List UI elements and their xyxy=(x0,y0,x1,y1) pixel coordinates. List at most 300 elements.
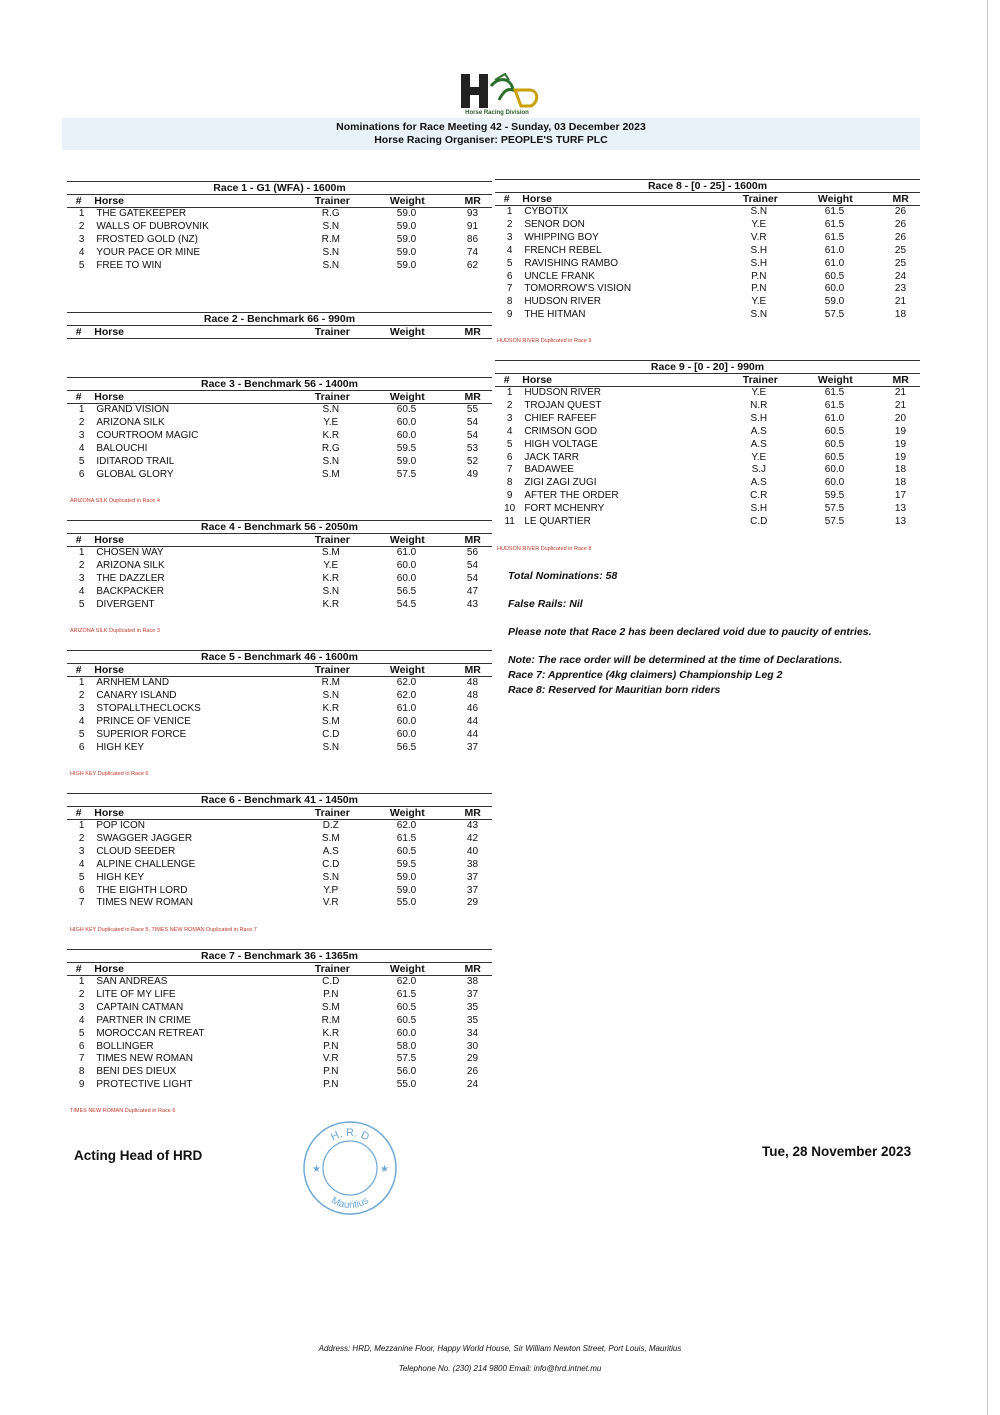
race-title: Race 7 - Benchmark 36 - 1365m xyxy=(67,949,492,963)
cell-num: 2 xyxy=(78,832,85,844)
cell-trainer: S.H xyxy=(750,244,768,256)
race-title: Race 4 - Benchmark 56 - 2050m xyxy=(67,520,492,534)
cell-mr: 38 xyxy=(466,858,479,870)
cell-mr: 44 xyxy=(466,728,479,740)
cell-horse: MOROCCAN RETREAT xyxy=(96,1027,205,1039)
cell-mr: 35 xyxy=(466,1001,479,1013)
cell-trainer: S.N xyxy=(322,455,340,467)
cell-num: 5 xyxy=(506,257,513,269)
svg-text:★: ★ xyxy=(312,1164,321,1175)
col-weight: Weight xyxy=(389,807,425,819)
cell-trainer: K.R xyxy=(322,429,340,441)
table-row xyxy=(67,417,492,430)
cell-num: 4 xyxy=(78,442,85,454)
race-2-table xyxy=(67,312,492,339)
race-7-duplicate-note: TIMES NEW ROMAN Duplicated in Race 6 xyxy=(70,1108,176,1114)
cell-num: 9 xyxy=(78,1079,85,1091)
col-num: # xyxy=(75,534,82,546)
cell-mr: 25 xyxy=(894,244,907,256)
cell-mr: 34 xyxy=(466,1027,479,1039)
cell-horse: THE HITMAN xyxy=(524,309,586,321)
cell-mr: 25 xyxy=(894,257,907,269)
col-mr: MR xyxy=(464,391,481,403)
cell-mr: 19 xyxy=(894,425,907,437)
cell-trainer: C.R xyxy=(750,490,768,502)
cell-num: 5 xyxy=(506,438,513,450)
cell-num: 2 xyxy=(78,689,85,701)
cell-num: 9 xyxy=(506,309,513,321)
cell-mr: 86 xyxy=(466,233,479,245)
col-num: # xyxy=(75,807,82,819)
table-row xyxy=(67,820,492,833)
cell-trainer: V.R xyxy=(322,897,339,909)
cell-num: 2 xyxy=(78,988,85,1000)
cell-weight: 61.5 xyxy=(824,387,845,398)
page-edge xyxy=(987,0,988,1415)
cell-horse: CRIMSON GOD xyxy=(524,425,598,437)
cell-weight: 59.0 xyxy=(396,455,417,467)
cell-trainer: Y.E xyxy=(751,218,767,230)
table-row xyxy=(495,283,920,296)
cell-trainer: P.N xyxy=(323,1066,339,1078)
cell-horse: PARTNER IN CRIME xyxy=(96,1014,191,1026)
table-row xyxy=(67,404,492,417)
cell-horse: HUDSON RIVER xyxy=(524,387,601,398)
cell-trainer: C.D xyxy=(750,516,768,528)
col-horse: Horse xyxy=(94,664,124,676)
cell-trainer: S.N xyxy=(322,246,340,258)
cell-trainer: K.R xyxy=(322,1027,340,1039)
column-header-row xyxy=(67,391,492,404)
cell-horse: HUDSON RIVER xyxy=(524,296,601,308)
col-mr: MR xyxy=(464,195,481,207)
cell-weight: 60.5 xyxy=(824,438,845,450)
col-horse: Horse xyxy=(94,963,124,975)
table-row xyxy=(67,234,492,247)
table-row xyxy=(67,1066,492,1079)
cell-trainer: P.N xyxy=(323,1040,339,1052)
cell-mr: 21 xyxy=(894,399,907,411)
race-1-table xyxy=(67,181,492,273)
table-row xyxy=(495,400,920,413)
col-horse: Horse xyxy=(94,807,124,819)
cell-horse: BOLLINGER xyxy=(96,1040,154,1052)
col-mr: MR xyxy=(464,963,481,975)
cell-horse: ALPINE CHALLENGE xyxy=(96,858,196,870)
cell-trainer: C.D xyxy=(322,728,340,740)
cell-mr: 43 xyxy=(466,820,479,831)
cell-trainer: R.G xyxy=(321,442,340,454)
cell-num: 3 xyxy=(78,572,85,584)
cell-mr: 38 xyxy=(466,976,479,987)
cell-weight: 59.0 xyxy=(824,296,845,308)
cell-horse: TOMORROW'S VISION xyxy=(524,283,632,295)
cell-horse: DIVERGENT xyxy=(96,598,155,610)
col-num: # xyxy=(75,664,82,676)
cell-horse: ZIGI ZAGI ZUGI xyxy=(524,477,597,489)
col-trainer: Trainer xyxy=(314,391,350,403)
col-horse: Horse xyxy=(94,534,124,546)
cell-num: 5 xyxy=(78,598,85,610)
svg-text:★: ★ xyxy=(380,1164,389,1175)
col-weight: Weight xyxy=(817,374,853,386)
cell-mr: 54 xyxy=(466,572,479,584)
cell-mr: 23 xyxy=(894,283,907,295)
col-trainer: Trainer xyxy=(314,664,350,676)
cell-mr: 37 xyxy=(466,871,479,883)
table-row xyxy=(495,258,920,271)
cell-num: 6 xyxy=(78,1040,85,1052)
cell-mr: 24 xyxy=(894,270,907,282)
footer-address: Address: HRD, Mezzanine Floor, Happy World House, Sir William Newton Street, Port Louis, Mauritius xyxy=(318,1344,682,1353)
cell-num: 6 xyxy=(506,270,513,282)
cell-weight: 62.0 xyxy=(396,820,417,831)
cell-horse: AFTER THE ORDER xyxy=(524,490,619,502)
cell-weight: 60.0 xyxy=(824,283,845,295)
cell-mr: 20 xyxy=(894,412,907,424)
cell-mr: 47 xyxy=(466,585,479,597)
cell-num: 6 xyxy=(78,468,85,480)
cell-horse: WHIPPING BOY xyxy=(524,231,599,243)
cell-weight: 60.0 xyxy=(824,477,845,489)
col-weight: Weight xyxy=(389,391,425,403)
column-header-row xyxy=(67,664,492,677)
cell-mr: 17 xyxy=(894,490,907,502)
cell-mr: 19 xyxy=(894,451,907,463)
cell-num: 4 xyxy=(506,244,513,256)
table-row xyxy=(495,413,920,426)
cell-trainer: P.N xyxy=(323,988,339,1000)
cell-weight: 61.5 xyxy=(824,206,845,217)
cell-trainer: S.N xyxy=(750,206,768,217)
cell-weight: 59.0 xyxy=(396,208,417,219)
cell-mr: 26 xyxy=(894,231,907,243)
table-row xyxy=(495,490,920,503)
race-3-table xyxy=(67,377,492,481)
cell-horse: BENI DES DIEUX xyxy=(96,1066,177,1078)
cell-weight: 60.0 xyxy=(396,429,417,441)
table-row xyxy=(67,1079,492,1092)
cell-num: 7 xyxy=(78,897,85,909)
cell-weight: 57.5 xyxy=(824,516,845,528)
race-9-table xyxy=(495,360,920,529)
cell-num: 5 xyxy=(78,259,85,271)
cell-num: 2 xyxy=(506,218,513,230)
cell-weight: 60.0 xyxy=(396,416,417,428)
cell-horse: FREE TO WIN xyxy=(96,259,162,271)
table-row xyxy=(495,219,920,232)
cell-num: 3 xyxy=(78,429,85,441)
table-row xyxy=(495,271,920,284)
cell-horse: SUPERIOR FORCE xyxy=(96,728,187,740)
table-row xyxy=(67,1053,492,1066)
cell-trainer: Y.P xyxy=(323,884,339,896)
col-weight: Weight xyxy=(817,193,853,205)
cell-weight: 56.5 xyxy=(396,585,417,597)
cell-mr: 74 xyxy=(466,246,479,258)
race-title: Race 8 - [0 - 25] - 1600m xyxy=(495,179,920,193)
race-title: Race 9 - [0 - 20] - 990m xyxy=(495,360,920,374)
col-trainer: Trainer xyxy=(314,963,350,975)
cell-horse: UNCLE FRANK xyxy=(524,270,595,282)
cell-num: 1 xyxy=(78,547,85,558)
col-num: # xyxy=(75,391,82,403)
column-header-row xyxy=(67,534,492,547)
svg-text:Mauritius xyxy=(329,1195,370,1211)
cell-num: 11 xyxy=(504,516,515,528)
column-header-row xyxy=(495,193,920,206)
cell-horse: ARNHEM LAND xyxy=(96,677,170,688)
cell-mr: 48 xyxy=(466,689,479,701)
cell-num: 7 xyxy=(506,464,513,476)
cell-mr: 54 xyxy=(466,559,479,571)
cell-num: 7 xyxy=(506,283,513,295)
cell-num: 1 xyxy=(506,387,513,398)
cell-trainer: Y.E xyxy=(751,451,767,463)
table-row xyxy=(67,885,492,898)
cell-weight: 59.0 xyxy=(396,233,417,245)
table-row xyxy=(67,989,492,1002)
cell-trainer: S.H xyxy=(750,257,768,269)
cell-weight: 59.5 xyxy=(824,490,845,502)
cell-num: 6 xyxy=(506,451,513,463)
cell-num: 2 xyxy=(78,416,85,428)
cell-weight: 61.0 xyxy=(824,257,845,269)
col-weight: Weight xyxy=(389,963,425,975)
cell-trainer: S.N xyxy=(322,404,340,415)
table-row xyxy=(67,599,492,612)
cell-weight: 57.5 xyxy=(824,309,845,321)
race-7-table xyxy=(67,949,492,1092)
col-num: # xyxy=(75,195,82,207)
cell-num: 1 xyxy=(506,206,513,217)
cell-horse: ARIZONA SILK xyxy=(96,559,165,571)
cell-horse: CLOUD SEEDER xyxy=(96,845,176,857)
cell-mr: 54 xyxy=(466,416,479,428)
col-trainer: Trainer xyxy=(314,534,350,546)
cell-num: 2 xyxy=(78,559,85,571)
cell-trainer: A.S xyxy=(750,438,767,450)
race-5-duplicate-note: HIGH KEY Duplicated in Race 6 xyxy=(70,771,149,777)
cell-weight: 62.0 xyxy=(396,976,417,987)
cell-trainer: S.H xyxy=(750,412,768,424)
cell-num: 5 xyxy=(78,455,85,467)
cell-weight: 60.5 xyxy=(396,1014,417,1026)
race-8-table xyxy=(495,179,920,322)
race-9-duplicate-note: HUDSON RIVER Duplicated in Race 8 xyxy=(497,546,592,552)
cell-trainer: N.R xyxy=(750,399,768,411)
race-title: Race 2 - Benchmark 66 - 990m xyxy=(67,312,492,326)
cell-num: 2 xyxy=(506,399,513,411)
cell-mr: 37 xyxy=(466,884,479,896)
cell-mr: 13 xyxy=(894,516,907,528)
col-weight: Weight xyxy=(389,326,425,338)
cell-trainer: D.Z xyxy=(322,820,339,831)
cell-weight: 60.0 xyxy=(396,728,417,740)
cell-weight: 59.0 xyxy=(396,259,417,271)
col-horse: Horse xyxy=(94,391,124,403)
cell-weight: 60.0 xyxy=(824,464,845,476)
table-row xyxy=(67,703,492,716)
organiser-title: Horse Racing Organiser: PEOPLE'S TURF PLC xyxy=(374,134,608,146)
cell-weight: 61.5 xyxy=(824,399,845,411)
race-6-table xyxy=(67,793,492,910)
cell-mr: 37 xyxy=(466,741,479,753)
cell-num: 1 xyxy=(78,820,85,831)
cell-num: 4 xyxy=(78,858,85,870)
column-header-row xyxy=(67,963,492,976)
cell-weight: 55.0 xyxy=(396,897,417,909)
cell-horse: HIGH KEY xyxy=(96,871,145,883)
stamp-top-text: H. R. D xyxy=(328,1127,372,1144)
cell-trainer: A.S xyxy=(322,845,339,857)
table-row xyxy=(67,260,492,273)
cell-mr: 13 xyxy=(894,503,907,515)
table-row xyxy=(67,742,492,755)
cell-weight: 59.0 xyxy=(396,220,417,232)
cell-mr: 40 xyxy=(466,845,479,857)
cell-weight: 60.5 xyxy=(396,1001,417,1013)
cell-trainer: S.N xyxy=(322,871,340,883)
col-horse: Horse xyxy=(522,374,552,386)
cell-weight: 58.0 xyxy=(396,1040,417,1052)
cell-mr: 19 xyxy=(894,438,907,450)
table-row xyxy=(67,1041,492,1054)
race-8-duplicate-note: HUDSON RIVER Duplicated in Race 9 xyxy=(497,338,592,344)
cell-num: 7 xyxy=(78,1053,85,1065)
cell-mr: 43 xyxy=(466,598,479,610)
cell-trainer: K.R xyxy=(322,572,340,584)
cell-num: 9 xyxy=(506,490,513,502)
cell-weight: 57.5 xyxy=(824,503,845,515)
cell-num: 3 xyxy=(506,231,513,243)
cell-weight: 59.0 xyxy=(396,246,417,258)
cell-num: 4 xyxy=(78,585,85,597)
cell-weight: 60.5 xyxy=(824,451,845,463)
cell-mr: 18 xyxy=(894,309,907,321)
col-trainer: Trainer xyxy=(314,807,350,819)
cell-horse: LE QUARTIER xyxy=(524,516,591,528)
cell-trainer: R.G xyxy=(321,208,340,219)
cell-trainer: S.M xyxy=(321,832,340,844)
table-row xyxy=(67,872,492,885)
cell-mr: 21 xyxy=(894,387,907,398)
cell-weight: 60.0 xyxy=(396,715,417,727)
race-title: Race 3 - Benchmark 56 - 1400m xyxy=(67,377,492,391)
table-row xyxy=(495,426,920,439)
cell-horse: BACKPACKER xyxy=(96,585,164,597)
cell-trainer: S.J xyxy=(751,464,767,476)
cell-weight: 61.5 xyxy=(396,988,417,1000)
cell-mr: 48 xyxy=(466,677,479,688)
race-title: Race 5 - Benchmark 46 - 1600m xyxy=(67,650,492,664)
cell-num: 3 xyxy=(78,1001,85,1013)
stamp-bottom-text: Mauritius xyxy=(329,1195,371,1212)
cell-trainer: Y.E xyxy=(751,296,767,308)
col-mr: MR xyxy=(892,193,909,205)
table-row xyxy=(495,464,920,477)
cell-trainer: S.N xyxy=(322,585,340,597)
cell-num: 1 xyxy=(78,976,85,987)
cell-mr: 62 xyxy=(466,259,479,271)
cell-num: 3 xyxy=(78,845,85,857)
col-horse: Horse xyxy=(522,193,552,205)
col-horse: Horse xyxy=(94,326,124,338)
table-row xyxy=(67,1002,492,1015)
race-title: Race 6 - Benchmark 41 - 1450m xyxy=(67,793,492,807)
col-weight: Weight xyxy=(389,664,425,676)
cell-weight: 57.5 xyxy=(396,1053,417,1065)
cell-mr: 18 xyxy=(894,464,907,476)
cell-horse: FORT MCHENRY xyxy=(524,503,605,515)
cell-horse: YOUR PACE OR MINE xyxy=(96,246,201,258)
table-row xyxy=(495,439,920,452)
cell-mr: 26 xyxy=(466,1066,479,1078)
col-weight: Weight xyxy=(389,195,425,207)
table-row xyxy=(495,387,920,400)
table-row xyxy=(67,1015,492,1028)
cell-num: 1 xyxy=(78,404,85,415)
cell-num: 3 xyxy=(78,233,85,245)
table-row xyxy=(67,443,492,456)
race-order-note: Note: The race order will be determined at the time of Declarations. xyxy=(508,654,843,666)
cell-num: 5 xyxy=(78,1027,85,1039)
col-trainer: Trainer xyxy=(742,193,778,205)
cell-mr: 49 xyxy=(466,468,479,480)
cell-num: 1 xyxy=(78,677,85,688)
header-banner xyxy=(62,118,920,150)
cell-horse: GLOBAL GLORY xyxy=(96,468,174,480)
race7-note: Race 7: Apprentice (4kg claimers) Championship Leg 2 xyxy=(508,669,783,681)
cell-trainer: V.R xyxy=(322,1053,339,1065)
cell-num: 5 xyxy=(78,871,85,883)
cell-mr: 91 xyxy=(466,220,479,232)
cell-weight: 62.0 xyxy=(396,689,417,701)
cell-trainer: S.N xyxy=(750,309,768,321)
cell-weight: 61.0 xyxy=(824,244,845,256)
cell-horse: PRINCE OF VENICE xyxy=(96,715,191,727)
document-date: Tue, 28 November 2023 xyxy=(762,1144,912,1159)
table-row xyxy=(495,296,920,309)
cell-mr: 42 xyxy=(466,832,479,844)
cell-weight: 61.0 xyxy=(396,547,417,558)
cell-weight: 61.0 xyxy=(824,412,845,424)
cell-weight: 60.5 xyxy=(396,404,417,415)
cell-trainer: R.M xyxy=(321,677,340,688)
column-header-row xyxy=(67,807,492,820)
cell-num: 4 xyxy=(78,715,85,727)
col-mr: MR xyxy=(464,807,481,819)
table-row xyxy=(67,716,492,729)
cell-weight: 61.5 xyxy=(824,231,845,243)
table-row xyxy=(67,1028,492,1041)
col-num: # xyxy=(75,963,82,975)
cell-horse: SAN ANDREAS xyxy=(96,976,168,987)
race-5-table xyxy=(67,650,492,754)
cell-num: 4 xyxy=(78,1014,85,1026)
cell-mr: 29 xyxy=(466,1053,479,1065)
cell-horse: STOPALLTHECLOCKS xyxy=(96,702,201,714)
cell-horse: SWAGGER JAGGER xyxy=(96,832,193,844)
cell-trainer: S.M xyxy=(321,715,340,727)
cell-horse: THE GATEKEEPER xyxy=(96,208,187,219)
cell-horse: POP ICON xyxy=(96,820,146,831)
column-header-row xyxy=(67,195,492,208)
cell-num: 3 xyxy=(78,702,85,714)
cell-mr: 37 xyxy=(466,988,479,1000)
cell-trainer: P.N xyxy=(751,283,767,295)
table-row xyxy=(67,586,492,599)
